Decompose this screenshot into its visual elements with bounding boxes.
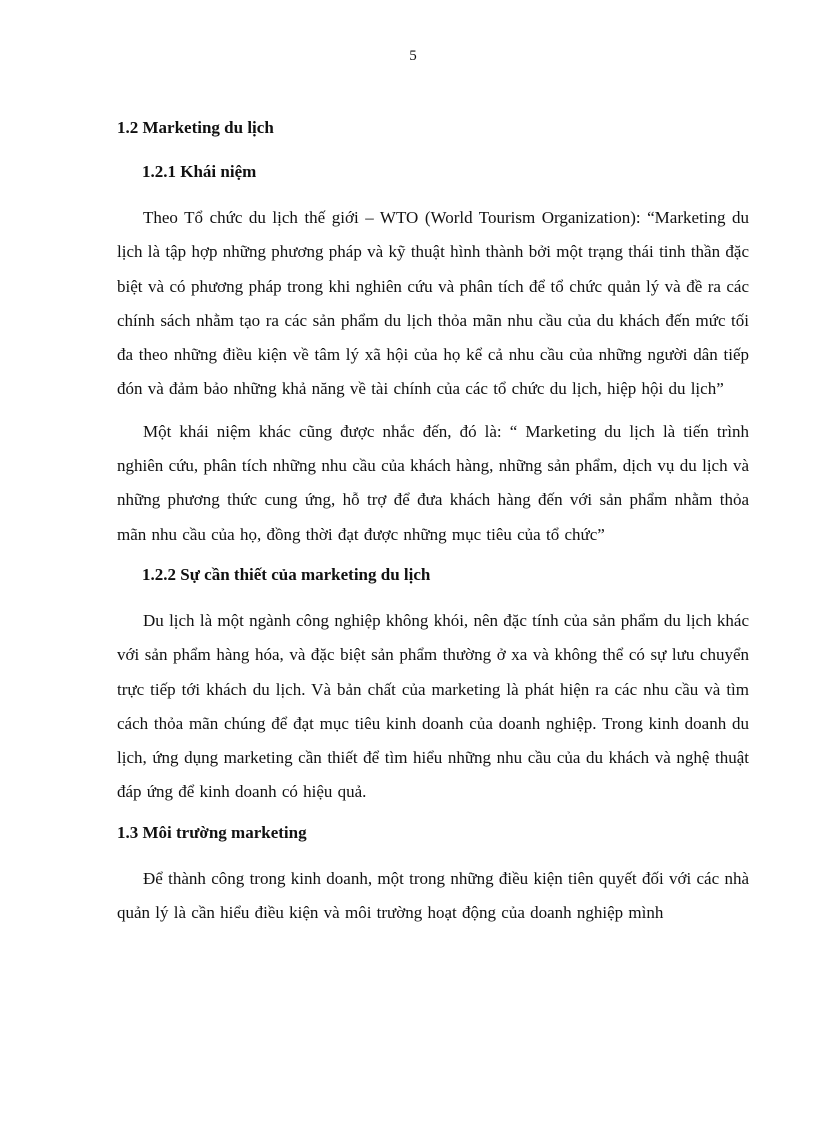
document-body — [117, 113, 749, 938]
paragraph-necessity: Du lịch là một ngành công nghiệp không khói, nên đặc tính của sản phẩm du lịch khác với sản phẩm hàng hóa, và đặc biệt sản phẩm thường ở xa và không thể có sự lưu chuyển trực tiếp tới khách du lịch. Và bản chất của marketing là phát hiện ra các nhu cầu và tìm cách thỏa mãn chúng để đạt mục tiêu kinh doanh của doanh nghiệp. Trong kinh doanh du lịch, ứng dụng marketing cần thiết để tìm hiểu những nhu cầu của du khách và nghệ thuật đáp ứng để kinh doanh có hiệu quả. — [117, 610, 749, 802]
paragraph-environment: Để thành công trong kinh doanh, một trong những điều kiện tiên quyết đối với các nhà quản lý là cần hiểu điều kiện và môi trường hoạt động của doanh nghiệp mình — [117, 868, 749, 923]
heading-1-2: 1.2 Marketing du lịch — [117, 118, 274, 137]
paragraph-wto-definition: Theo Tổ chức du lịch thế giới – WTO (World Tourism Organization): “Marketing du lịch là tập hợp những phương pháp và kỹ thuật hình thành bởi một trạng thái tinh thần đặc biệt và có phương pháp trong khi nghiên cứu và phân tích để tổ chức quản lý và đề ra các chính sách nhằm tạo ra các sản phẩm du lịch thỏa mãn nhu cầu của du khách đến mức tối đa theo những điều kiện về tâm lý xã hội của họ kể cả nhu cầu của những người dân tiếp đón và đảm bảo những khả năng về tài chính của các tổ chức du lịch, hiệp hội du lịch” — [117, 208, 749, 399]
page-number: 5 — [409, 48, 417, 64]
heading-1-3: 1.3 Môi trường marketing — [117, 822, 307, 842]
heading-1-2-2: 1.2.2 Sự cần thiết của marketing du lịch — [142, 564, 431, 584]
heading-1-2-1: 1.2.1 Khái niệm — [142, 162, 257, 181]
paragraph-other-definition: Một khái niệm khác cũng được nhắc đến, đó là: “ Marketing du lịch là tiến trình nghiên cứu, phân tích những nhu cầu của khách hàng, những sản phẩm, dịch vụ du lịch và những phương thức cung ứng, hỗ trợ để đưa khách hàng đến với sản phẩm nhằm thỏa mãn nhu cầu của họ, đồng thời đạt được những mục tiêu của tổ chức” — [117, 421, 749, 544]
